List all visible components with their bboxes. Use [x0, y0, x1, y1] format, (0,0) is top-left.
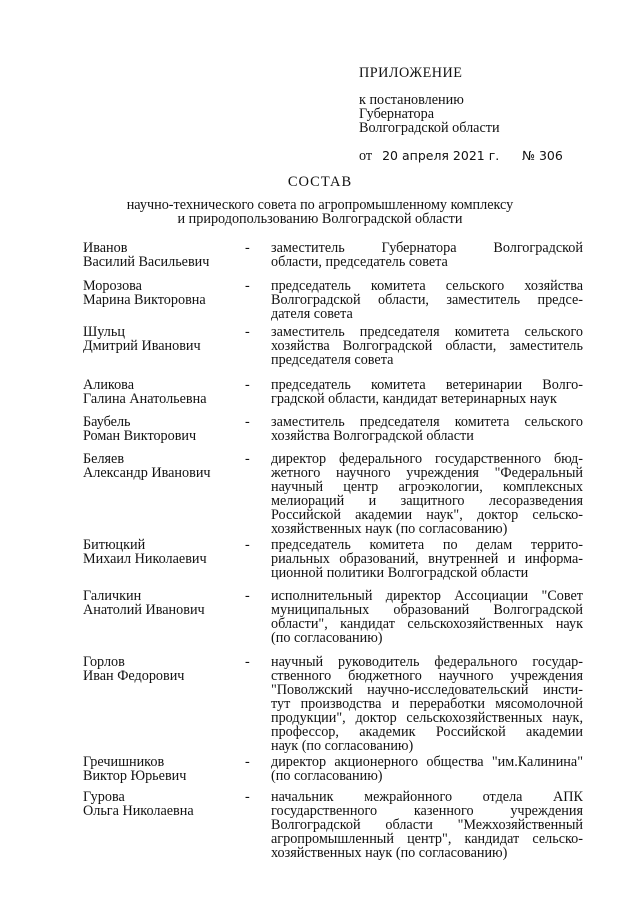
member-role-line: (по согласованию)	[271, 768, 383, 784]
member-role-line: агропромышленный центр", кандидат сельско-	[271, 831, 583, 847]
document-subtitle	[0, 199, 640, 226]
member-role-line: профессор, академик Российской академии	[271, 724, 583, 740]
member-surname: Битюцкий	[83, 537, 146, 553]
member-role-line: заместитель председателя комитета сельского	[271, 324, 583, 340]
member-surname: Галичкин	[83, 588, 142, 604]
member-role-line: директор акционерного общества "им.Калинина"	[271, 754, 583, 770]
appendix-line-3: Волгоградской области	[359, 120, 500, 136]
appendix-block	[359, 66, 599, 163]
member-role-line: Российской академии наук", доктор сельско-	[271, 507, 583, 523]
member-given-name: Дмитрий Иванович	[83, 338, 201, 354]
member-role-line: председатель комитета сельского хозяйства	[271, 278, 583, 294]
member-role-line: председатель комитета по делам террито-	[271, 537, 583, 553]
member-row	[83, 655, 583, 753]
member-role-line: Волгоградской области, заместитель предсе-	[271, 292, 583, 308]
member-role-line: хозяйства Волгоградской области	[271, 428, 474, 444]
member-name	[83, 378, 245, 406]
member-dash: -	[245, 240, 250, 256]
member-name	[83, 755, 245, 783]
member-role	[271, 241, 583, 269]
member-given-name: Виктор Юрьевич	[83, 768, 187, 784]
member-name	[83, 655, 245, 753]
member-row	[83, 241, 583, 269]
member-name	[83, 790, 245, 860]
member-dash: -	[245, 789, 250, 805]
member-dash: -	[245, 377, 250, 393]
member-given-name: Иван Федорович	[83, 668, 185, 684]
member-surname: Горлов	[83, 654, 125, 670]
member-role-line: заместитель председателя комитета сельского	[271, 414, 583, 430]
member-role-line: директор федерального государственного бюд-	[271, 451, 583, 467]
member-dash: -	[245, 324, 250, 340]
member-role-line: (по согласованию)	[271, 630, 383, 646]
member-dash: -	[245, 278, 250, 294]
member-given-name: Михаил Николаевич	[83, 551, 207, 567]
member-role-line: заместитель Губернатора Волгоградской	[271, 240, 583, 256]
member-given-name: Анатолий Иванович	[83, 602, 205, 618]
member-row	[83, 325, 583, 367]
member-role-line: начальник межрайонного отдела АПК	[271, 789, 583, 805]
member-role-line: тут производства и переработки мясомолочной	[271, 696, 583, 712]
member-role-line: хозяйства Волгоградской области, заместитель	[271, 338, 583, 354]
member-name	[83, 538, 245, 580]
member-role-line: Волгоградской области "Межхозяйственный	[271, 817, 583, 833]
member-surname: Гурова	[83, 789, 125, 805]
member-role-line: муниципальных образований Волгоградской	[271, 602, 583, 618]
member-name	[83, 241, 245, 269]
member-role-line: ционной политики Волгоградской области	[271, 565, 529, 581]
member-role-line: председатель комитета ветеринарии Волго-	[271, 377, 583, 393]
member-row	[83, 589, 583, 645]
member-row	[83, 415, 583, 443]
member-role-line: научный руководитель федерального государ-	[271, 654, 583, 670]
member-name	[83, 452, 245, 536]
member-role-line: риальных образований, внутренней и информа-	[271, 551, 583, 567]
member-role	[271, 279, 583, 321]
member-name	[83, 325, 245, 367]
resolution-date: 20 апреля 2021 г.	[382, 148, 500, 163]
member-role	[271, 415, 583, 443]
member-row	[83, 790, 583, 860]
member-dash: -	[245, 754, 250, 770]
member-role-line: наук (по согласованию)	[271, 738, 414, 754]
member-role-line: научный центр агроэкологии, комплексных	[271, 479, 583, 495]
member-dash: -	[245, 451, 250, 467]
member-role-line: хозяйственных наук (по согласованию)	[271, 845, 508, 861]
member-surname: Баубель	[83, 414, 131, 430]
member-dash: -	[245, 537, 250, 553]
member-role-line: ственного бюджетного научного учреждения	[271, 668, 583, 684]
member-row	[83, 452, 583, 536]
appendix-line-2: Губернатора	[359, 106, 435, 122]
member-role-line: государственного казенного учреждения	[271, 803, 583, 819]
member-role-line: хозяйственных наук (по согласованию)	[271, 521, 508, 537]
member-given-name: Ольга Николаевна	[83, 803, 194, 819]
member-role	[271, 538, 583, 580]
resolution-number: № 306	[522, 148, 563, 163]
member-dash: -	[245, 414, 250, 430]
member-role-line: председателя совета	[271, 352, 394, 368]
member-surname: Беляев	[83, 451, 125, 467]
appendix-title: ПРИЛОЖЕНИЕ	[359, 65, 463, 81]
appendix-line-1: к постановлению	[359, 92, 464, 108]
member-role-line: жетного научного учреждения "Федеральный	[271, 465, 583, 481]
member-role-line: продукции", доктор сельскохозяйственных наук,	[271, 710, 583, 726]
member-surname: Иванов	[83, 240, 128, 256]
member-role	[271, 378, 583, 406]
member-surname: Аликова	[83, 377, 134, 393]
resolution-line	[359, 149, 599, 163]
member-role-line: мелиораций и защитного лесоразведения	[271, 493, 583, 509]
member-row	[83, 755, 583, 783]
member-role-line: области", кандидат сельскохозяйственных наук	[271, 616, 583, 632]
member-name	[83, 415, 245, 443]
member-role	[271, 589, 583, 645]
member-role-line: области, председатель совета	[271, 254, 448, 270]
member-role-line: "Поволжский научно-исследовательский инсти-	[271, 682, 583, 698]
resolution-from-label: от	[359, 148, 373, 164]
member-role	[271, 655, 583, 753]
member-role-line: исполнительный директор Ассоциации "Совет	[271, 588, 583, 604]
member-surname: Морозова	[83, 278, 142, 294]
member-row	[83, 378, 583, 406]
member-name	[83, 589, 245, 645]
member-name	[83, 279, 245, 321]
member-role	[271, 325, 583, 367]
subtitle-line-2: и природопользованию Волгоградской области	[177, 210, 463, 227]
member-given-name: Галина Анатольевна	[83, 391, 207, 407]
document-title: СОСТАВ	[287, 174, 353, 190]
member-row	[83, 279, 583, 321]
member-dash: -	[245, 654, 250, 670]
member-surname: Шульц	[83, 324, 125, 340]
member-role-line: градской области, кандидат ветеринарных наук	[271, 391, 557, 407]
member-role	[271, 452, 583, 536]
member-given-name: Александр Иванович	[83, 465, 211, 481]
member-given-name: Василий Васильевич	[83, 254, 210, 270]
member-dash: -	[245, 588, 250, 604]
subtitle-line-1: научно-технического совета по агропромышленному комплексу	[126, 197, 514, 213]
member-given-name: Марина Викторовна	[83, 292, 206, 308]
member-role-line: дателя совета	[271, 306, 353, 322]
member-role	[271, 790, 583, 860]
member-surname: Гречишников	[83, 754, 165, 770]
member-role	[271, 755, 583, 783]
member-given-name: Роман Викторович	[83, 428, 197, 444]
member-row	[83, 538, 583, 580]
